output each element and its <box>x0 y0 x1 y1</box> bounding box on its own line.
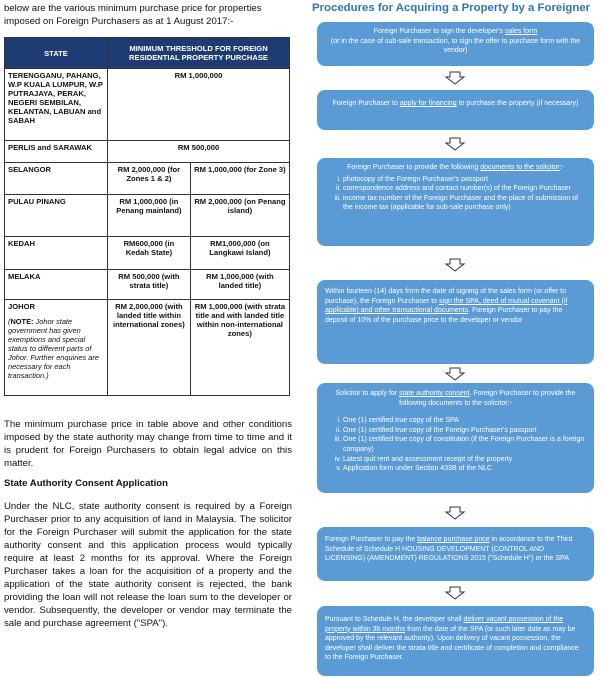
step-underline: deliver vacant possession of the property within 36 months <box>325 616 564 633</box>
list-item: ii. One (1) certified true copy of the Foreign Purchaser's passport <box>343 426 586 436</box>
down-arrow-icon <box>444 137 466 151</box>
table-cell-value: RM 500,000 (with strata title) <box>108 270 191 300</box>
table-cell-value: RM 1,000,000 (in Penang mainland) <box>108 195 191 237</box>
section-heading: State Authority Consent Application <box>4 478 168 489</box>
document-list <box>325 175 586 213</box>
step-underline: balance purchase price <box>417 536 490 543</box>
step-text <box>325 535 586 564</box>
step-text-a: Pursuant to Schedule H, the developer shall <box>325 616 464 623</box>
state-name: JOHOR <box>8 302 36 311</box>
step-text-b: . Foreign Purchaser to pay the deposit of 10% of the purchase price to the developer or vendor <box>325 307 563 324</box>
note-open: ( <box>8 317 11 326</box>
step-underline: state authority consent <box>399 390 470 397</box>
table-row-state <box>5 300 108 396</box>
down-arrow-icon <box>444 367 466 381</box>
down-arrow-icon <box>444 258 466 272</box>
threshold-table <box>4 37 290 396</box>
table-cell-value: RM600,000 (in Kedah State) <box>108 237 191 270</box>
step-provide-documents <box>317 158 594 246</box>
table-row-state: KEDAH <box>5 237 108 270</box>
down-arrow-icon <box>444 71 466 85</box>
table-cell-value: RM 1,000,000 <box>108 69 290 141</box>
intro-text: below are the various minimum purchase price for properties imposed on Foreign Purchasers as at 1 August 2017:- <box>4 3 262 27</box>
step-underline: documents to the solicitor <box>480 164 560 171</box>
table-cell-value: RM 2,000,000 (for Zones 1 & 2) <box>108 163 191 195</box>
step-text-a: Within fourteen (14) days from the date of signing of the sales form (or offer to purchase), the Foreign Purchaser to <box>325 288 567 305</box>
step-text-b: in accordance to the Third Schedule of Schedule H HOUSING DEVELOPMENT (CONTROL AND LICENSING) (AMENDMENT) REGULATIONS 2015 ("Schedule H") or the SPA <box>325 536 573 563</box>
step-underline: apply for financing <box>399 100 457 107</box>
step-text-a: Foreign Purchaser to pay the <box>325 536 418 543</box>
procedures-title: Procedures for Acquiring a Property by a Foreigner <box>312 2 591 14</box>
list-item: iv. Latest quit rent and assessment receipt of the property <box>343 455 586 465</box>
table-cell-value: RM1,000,000 (on Langkawi Island) <box>190 237 289 270</box>
paragraph-consent: Under the NLC, state authority consent is required by a Foreign Purchaser prior to any acquisition of land in Malaysia. The solicitor for the Foreign Purchaser will submit the application for the state authority consent and this application process would typically require at least 2 months for its approval. Where the Foreign Purchaser takes a loan for the acquisition of a property and the application of the state authority consent is rejected, the bank providing the loan will not release the loan sum to the developer or vendor. Subsequently, the developer or vendor may terminate the sale and purchase agreement ("SPA"). <box>4 501 292 629</box>
header-threshold: MINIMUM THRESHOLD FOR FOREIGN RESIDENTIAL PROPERTY PURCHASE <box>108 38 290 69</box>
step-text-b: (or in the case of sub-sale transaction, to sign the offer to purchase form with the vendor) <box>330 37 581 55</box>
step-text-b: to purchase the property (if necessary) <box>456 100 579 107</box>
step-text-b: :- <box>559 164 564 171</box>
down-arrow-icon <box>444 586 466 600</box>
step-text-a: Foreign Purchaser to <box>332 100 400 107</box>
step-underline: sign the SPA, deed of mutual covenant (if applicable) and other transactional documents <box>325 297 568 315</box>
step-sign-sales-form <box>317 22 594 66</box>
step-state-consent <box>317 383 594 493</box>
step-underline: sales form <box>505 28 538 35</box>
header-state: STATE <box>5 38 108 69</box>
list-item: i. photocopy of the Foreign Purchaser's passport <box>343 175 586 185</box>
table-row-state: MELAKA <box>5 270 108 300</box>
step-vacant-possession <box>317 606 594 676</box>
table-row-state: TERENGGANU, PAHANG, W.P KUALA LUMPUR, W.P PUTRAJAYA, PERAK, NEGERI SEMBILAN, KELANTAN, LABUAN and SABAH <box>5 69 108 141</box>
step-text-a: Foreign Purchaser to provide the following <box>347 164 481 171</box>
step-text-b: from the date of the SPA (or such later date as may be approved by the relevant authority). Upon delivery of vacant possession, the developer shall deliver the strata title and certificate of completion and compliance to the Foreign Purchaser. <box>325 625 579 662</box>
left-column <box>4 0 295 28</box>
step-text-a: Solicitor to apply for <box>335 390 400 397</box>
list-item: v. Application form under Section 433B of the NLC <box>343 464 586 474</box>
table-cell-value: RM 1,000,000 (with landed title) <box>190 270 289 300</box>
note-label: NOTE: <box>10 317 34 326</box>
step-sign-spa <box>317 280 594 364</box>
johor-note <box>8 317 104 380</box>
step-text <box>325 99 586 109</box>
table-row-state: SELANGOR <box>5 163 108 195</box>
step-pay-balance <box>317 527 594 581</box>
table-cell-value: RM 500,000 <box>108 141 290 163</box>
consent-document-list <box>325 416 586 474</box>
body-text <box>4 418 292 635</box>
note-text: Johor state government has given exemptions and special status to different parts of Johor. Further enquiries are necessary for each transaction.) <box>8 317 99 380</box>
paragraph-price-note: The minimum purchase price in table above and other conditions imposed by the state authority may change from time to time and it is prudent for Foreign Purchasers to obtain legal advice on this matter. <box>4 419 292 469</box>
table-row-state: PULAU PINANG <box>5 195 108 237</box>
step-text-b: . Foreign Purchaser to provide the following documents to the solicitor:- <box>399 390 576 407</box>
down-arrow-icon <box>444 506 466 520</box>
table-cell-value: RM 1,000,000 (for Zone 3) <box>190 163 289 195</box>
list-item: i. One (1) certified true copy of the SPA <box>343 416 586 426</box>
step-text <box>325 27 586 37</box>
list-item: ii. correspondence address and contact number(s) of the Foreign Purchaser <box>343 184 586 194</box>
step-text <box>325 163 586 173</box>
step-text-a: Foreign Purchaser to sign the developer's <box>373 28 505 35</box>
table-cell-value: RM 2,000,000 (with landed title within international zones) <box>108 300 191 396</box>
step-text <box>325 615 586 663</box>
list-item: iii. income tax number of the Foreign Purchaser and the place of submission of the income tax (applicable for sub-sale purchase only) <box>343 194 586 213</box>
list-item: iii. One (1) certified true copy of constitution (if the Foreign Purchaser is a foreign company) <box>343 435 586 454</box>
step-apply-financing <box>317 90 594 130</box>
step-text <box>325 389 586 408</box>
table-cell-value: RM 2,000,000 (on Penang island) <box>190 195 289 237</box>
table-cell-value: RM 1,000,000 (with strata title and with landed title within non-international zones) <box>190 300 289 396</box>
step-text <box>325 287 586 325</box>
table-row-state: PERLIS and SARAWAK <box>5 141 108 163</box>
